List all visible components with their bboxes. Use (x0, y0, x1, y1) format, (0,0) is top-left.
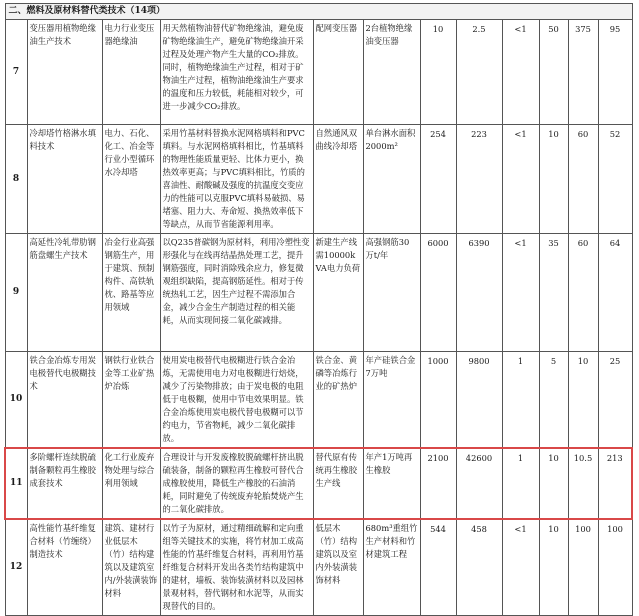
tech-name: 变压器用植物绝缘油生产技术 (27, 20, 102, 125)
section-header-row (5, 4, 632, 20)
table-row (5, 352, 632, 449)
application-scope: 冶金行业高强钢筋生产，用于建筑、预制构件、高铁轨枕、路基等应用领域 (102, 234, 160, 352)
table-row (5, 20, 632, 125)
total-co2-reduction: 95 (598, 20, 632, 125)
total-co2-reduction: 64 (598, 234, 632, 352)
total-investment: 10 (568, 352, 598, 449)
co2-reduction-value: 9800 (456, 352, 502, 449)
typical-case: 铁合金、黄磷等冶炼行业的矿热炉 (313, 352, 363, 449)
investment-value: 2100 (420, 448, 456, 519)
co2-reduction-value: 42600 (456, 448, 502, 519)
co2-reduction-value: 223 (456, 125, 502, 234)
total-co2-reduction: 213 (598, 448, 632, 519)
application-scope: 电力、石化、化工、冶金等行业小型循环水冷却塔 (102, 125, 160, 234)
table-row (5, 125, 632, 234)
row-index: 9 (5, 234, 27, 352)
tech-name: 高性能竹基纤维复合材料（竹缠绕）制造技术 (27, 519, 102, 616)
investment-value: 254 (420, 125, 456, 234)
payback-period: <1 (502, 20, 539, 125)
total-investment: 60 (568, 125, 598, 234)
construction-scale: 单台淋水面积2000m² (363, 125, 420, 234)
co2-reduction-value: 2.5 (456, 20, 502, 125)
typical-case: 新建生产线需10000kVA电力负荷 (313, 234, 363, 352)
row-index: 8 (5, 125, 27, 234)
construction-scale: 年产硅铁合金7万吨 (363, 352, 420, 449)
table-row (5, 519, 632, 616)
co2-reduction-value: 6390 (456, 234, 502, 352)
promotion-ratio: 35 (539, 234, 568, 352)
application-scope: 化工行业废弃物处理与综合利用领域 (102, 448, 160, 519)
promotion-ratio: 10 (539, 519, 568, 616)
payback-period: <1 (502, 519, 539, 616)
total-investment: 375 (568, 20, 598, 125)
row-index: 7 (5, 20, 27, 125)
promotion-ratio: 10 (539, 448, 568, 519)
total-co2-reduction: 52 (598, 125, 632, 234)
payback-period: <1 (502, 234, 539, 352)
tech-description: 合理设计与开发废橡胶脱硫螺杆挤出脱硫装备，制备的颗粒再生橡胶可替代合成橡胶使用，降低生产橡胶的石油消耗，同时避免了传统废弃轮胎焚烧产生的二氧化碳排放。 (160, 448, 313, 519)
total-investment: 10.5 (568, 448, 598, 519)
total-investment: 100 (568, 519, 598, 616)
payback-period: 1 (502, 352, 539, 449)
tech-name: 多阶螺杆连续脱硫制备颗粒再生橡胶成套技术 (27, 448, 102, 519)
tech-name: 冷却塔竹格淋水填料技术 (27, 125, 102, 234)
tech-description: 以竹子为原材，通过精细疏解和定向重组等关键技术的实施，将竹材加工成高性能的竹基纤维复合材料，再利用竹基纤维复合材料开发出各类竹结构建筑中的建材，墙板、装饰装潢材料以及园林景观材料，替代钢材和水泥等，从而实现替代的目的。 (160, 519, 313, 616)
promotion-ratio: 10 (539, 125, 568, 234)
row-index: 10 (5, 352, 27, 449)
tech-name: 铁合金冶炼专用炭电极替代电极糊技术 (27, 352, 102, 449)
payback-period: <1 (502, 125, 539, 234)
table-row-highlighted (5, 448, 632, 519)
application-scope: 建筑、建材行业低层木（竹）结构建筑以及建筑室内/外装潢装饰材料 (102, 519, 160, 616)
row-index: 12 (5, 519, 27, 616)
typical-case: 低层木（竹）结构建筑以及室内外装潢装饰材料 (313, 519, 363, 616)
typical-case: 替代原有传统再生橡胶生产线 (313, 448, 363, 519)
construction-scale: 年产1万吨再生橡胶 (363, 448, 420, 519)
row-index: 11 (5, 448, 27, 519)
table-row (5, 234, 632, 352)
promotion-ratio: 50 (539, 20, 568, 125)
typical-case: 自然通风双曲线冷却塔 (313, 125, 363, 234)
payback-period: 1 (502, 448, 539, 519)
tech-description: 以Q235普碳钢为原材料，利用冷塑性变形强化与在线再结晶热处理工艺，提升钢筋强度，同时消除残余应力，修复微观组织缺陷，提高钢筋延性。相对于传统热轧工艺，因生产过程不需添加合金，减少合金生产制造过程的相关能耗，从而实现间接二氧化碳减排。 (160, 234, 313, 352)
co2-reduction-value: 458 (456, 519, 502, 616)
application-scope: 钢铁行业铁合金等工业矿热炉冶炼 (102, 352, 160, 449)
total-investment: 60 (568, 234, 598, 352)
promotion-ratio: 5 (539, 352, 568, 449)
investment-value: 10 (420, 20, 456, 125)
construction-scale: 高强钢筋30万t/年 (363, 234, 420, 352)
total-co2-reduction: 25 (598, 352, 632, 449)
tech-description: 采用竹基材料替换水泥网格填料和PVC填料。与水泥网格填料相比，竹基填料的物理性能质量更轻、比体力更小，换热效率更高；与PVC填料相比，竹质的喜油性、耐酸碱及强度的抗温度交变应力的性能可以克服PVC填料易破损、易堵塞、阻力大、寿命短、换热效率低下等缺点，从而节省能源利用率。 (160, 125, 313, 234)
application-scope: 电力行业变压器绝缘油 (102, 20, 160, 125)
tech-description: 使用炭电极替代电极糊进行铁合金冶炼，无需使用电力对电极糊进行焙烧，减少了污染物排放；由于炭电极的电阻低于电极糊，使用中节电效果明显。铁合金冶炼使用炭电极代替电极糊可以节约电力，节省物耗，减少二氧化碳排放。 (160, 352, 313, 449)
typical-case: 配网变压器 (313, 20, 363, 125)
construction-scale: 680m³重组竹生产材料和竹材建筑工程 (363, 519, 420, 616)
construction-scale: 2台植物绝缘油变压器 (363, 20, 420, 125)
document-page (4, 3, 631, 616)
investment-value: 6000 (420, 234, 456, 352)
technology-table (4, 3, 633, 616)
investment-value: 1000 (420, 352, 456, 449)
tech-description: 用天然植物油替代矿物绝缘油，避免废矿物绝缘油生产，避免矿物绝缘油开采过程及处理产物产生大量的CO₂排放。同时，植物绝缘油生产过程，相对于矿物油生产过程，植物油绝缘油生产要求的温度和压力较低，耗能相对较少，可进一步减少CO₂排放。 (160, 20, 313, 125)
investment-value: 544 (420, 519, 456, 616)
section-title: 二、燃料及原材料替代类技术（14项） (5, 4, 632, 20)
tech-name: 高延性冷轧带肋钢筋盘螺生产技术 (27, 234, 102, 352)
total-co2-reduction: 100 (598, 519, 632, 616)
